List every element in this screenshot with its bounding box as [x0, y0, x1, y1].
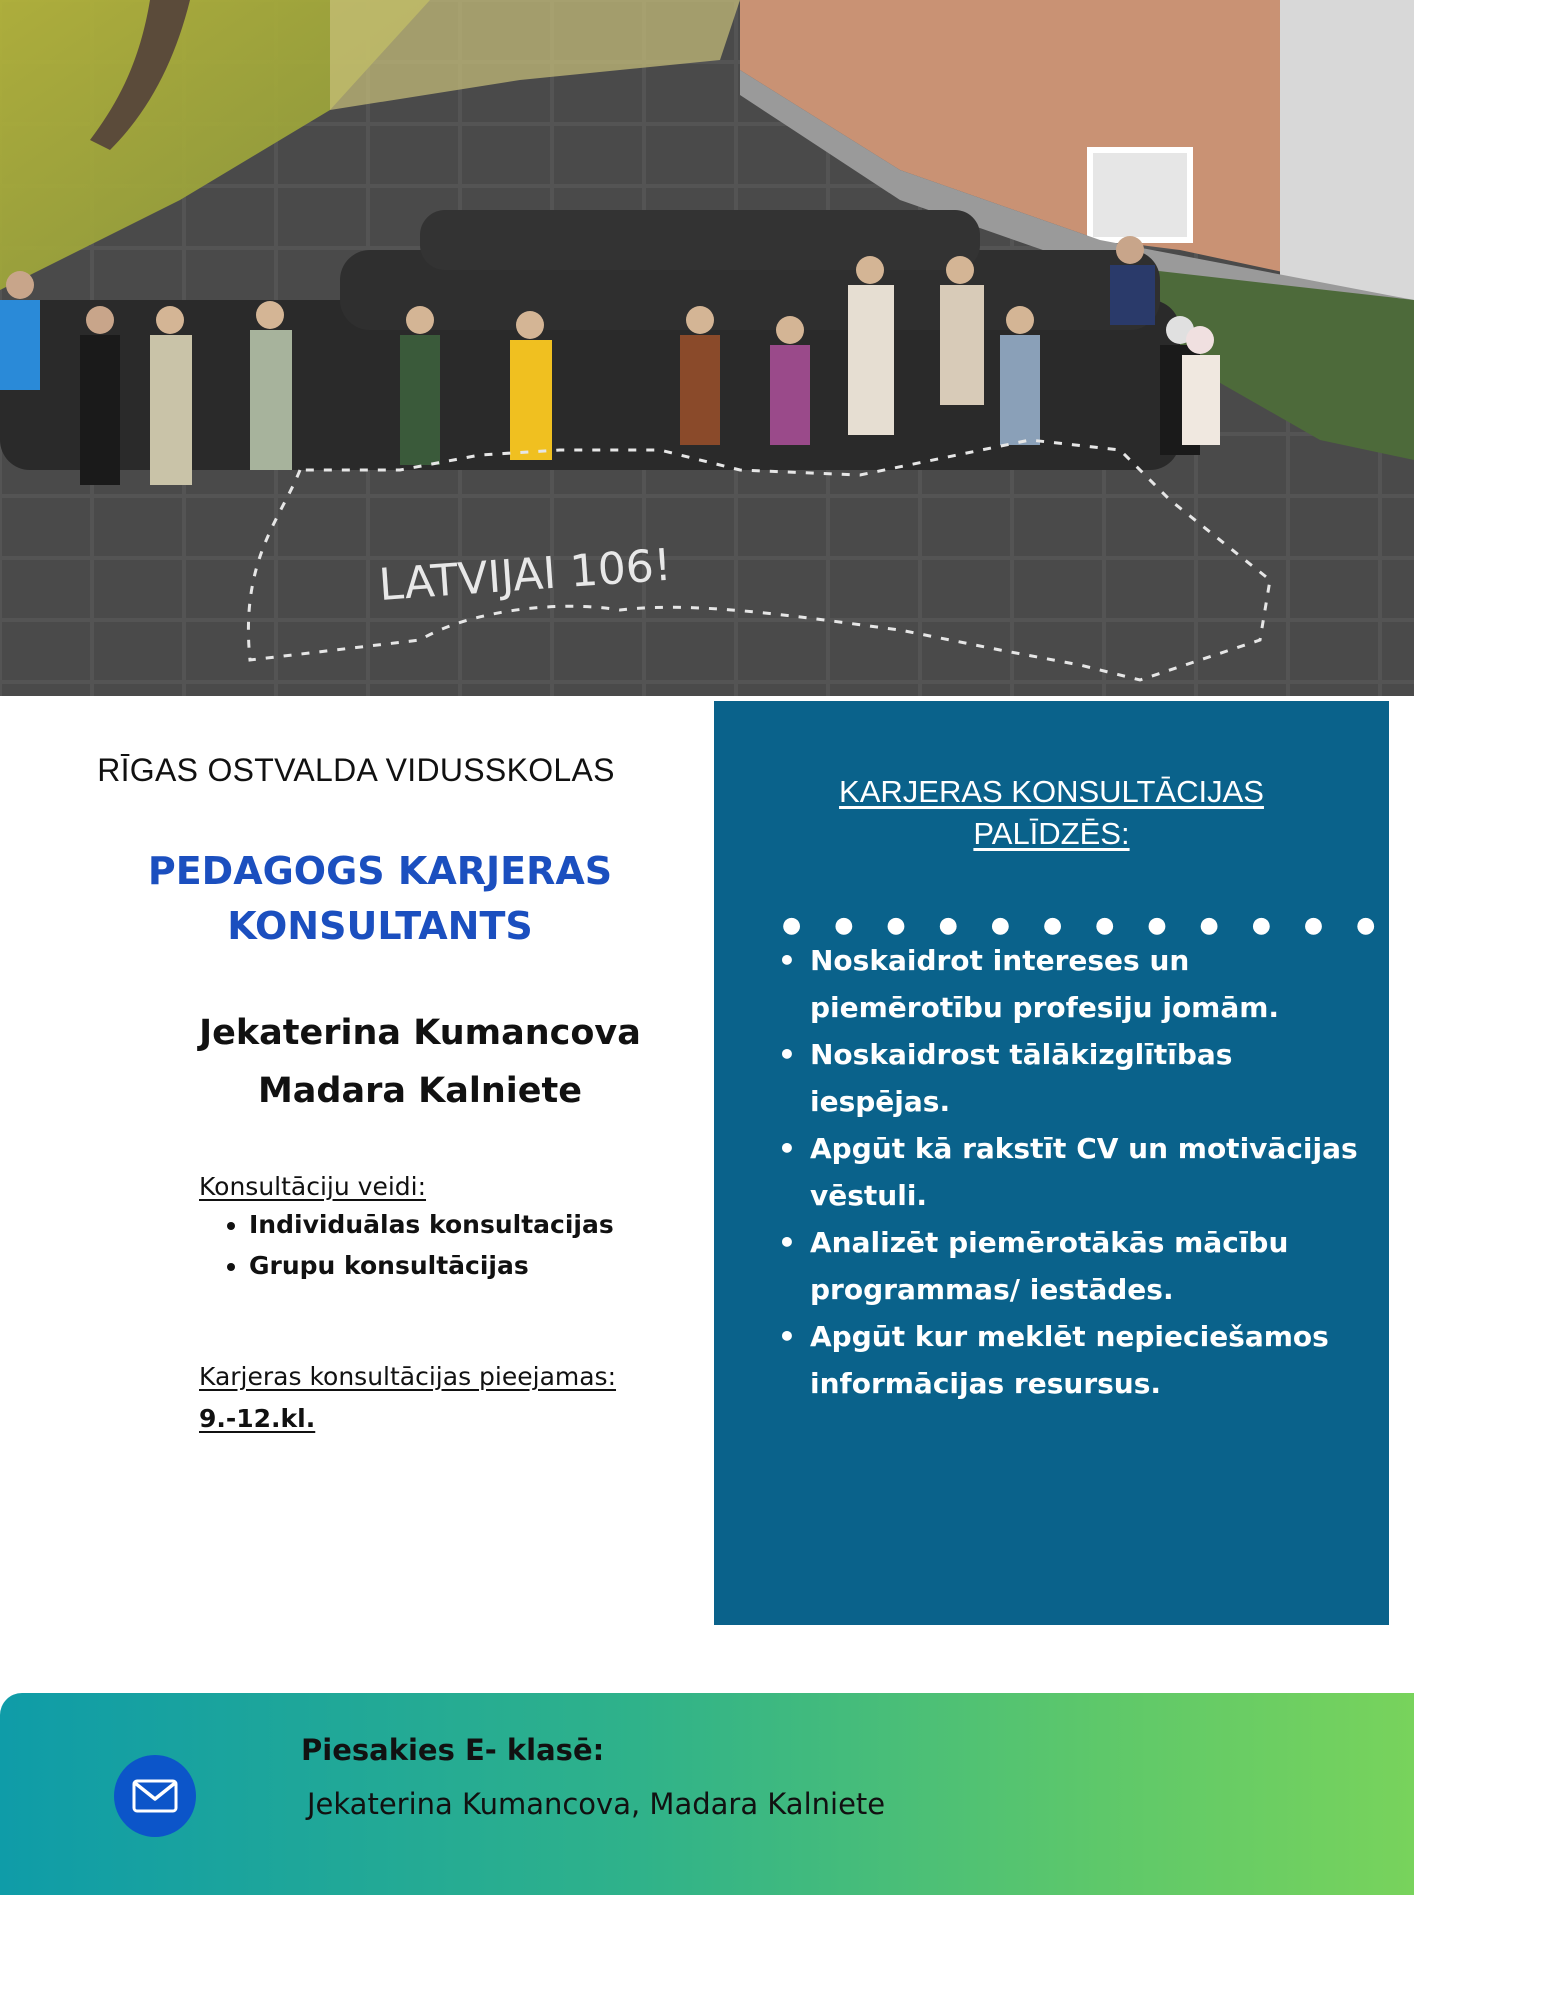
- consultant-name-1: Jekaterina Kumancova: [199, 1013, 641, 1053]
- role-title-line1: PEDAGOGS KARJERAS: [147, 849, 613, 893]
- ground-text: LATVIJAI 106!: [377, 539, 674, 611]
- header-photo: [0, 0, 1414, 696]
- panel-title-line1: KARJERAS KONSULTĀCIJAS: [839, 774, 1264, 809]
- signup-label: Piesakies E- klasē:: [301, 1733, 605, 1767]
- mail-icon: [114, 1755, 196, 1837]
- availability-label: Karjeras konsultācijas pieejamas:: [199, 1362, 617, 1391]
- help-panel: [714, 701, 1545, 1625]
- help-item: • Analizēt piemērotākās mācību programmas/ iestādes.: [778, 1219, 1368, 1313]
- dot-divider: ● ● ● ● ● ● ● ● ● ● ● ● ● ● ●: [782, 913, 1545, 938]
- help-list: [778, 937, 1368, 1407]
- help-item: • Noskaidrost tālākizglītības iespējas.: [778, 1031, 1368, 1125]
- help-item: • Apgūt kā rakstīt CV un motivācijas vēstuli.: [778, 1125, 1368, 1219]
- consult-types-label: Konsultāciju veidi:: [199, 1172, 427, 1201]
- panel-title: [714, 771, 1389, 855]
- role-title: [0, 844, 760, 954]
- consult-types-list: [199, 1204, 614, 1286]
- help-item: • Apgūt kur meklēt nepieciešamos informācijas resursus.: [778, 1313, 1368, 1407]
- group-photo-illustration: [0, 0, 1414, 696]
- consult-type-item: • Grupu konsultācijas: [249, 1245, 614, 1286]
- signup-names: Jekaterina Kumancova, Madara Kalniete: [307, 1787, 886, 1821]
- availability-value: 9.-12.kl.: [199, 1404, 316, 1433]
- consult-type-item: • Individuālas konsultacijas: [249, 1204, 614, 1245]
- left-column: [0, 696, 712, 1656]
- consultant-name-2: Madara Kalniete: [257, 1071, 583, 1111]
- footer-banner: [0, 1693, 1414, 1895]
- role-title-line2: KONSULTANTS: [227, 904, 533, 948]
- help-item: • Noskaidrot intereses un piemērotību profesiju jomām.: [778, 937, 1368, 1031]
- panel-title-line2: PALĪDZĒS:: [973, 816, 1130, 851]
- school-name: RĪGAS OSTVALDA VIDUSSKOLAS: [97, 752, 615, 788]
